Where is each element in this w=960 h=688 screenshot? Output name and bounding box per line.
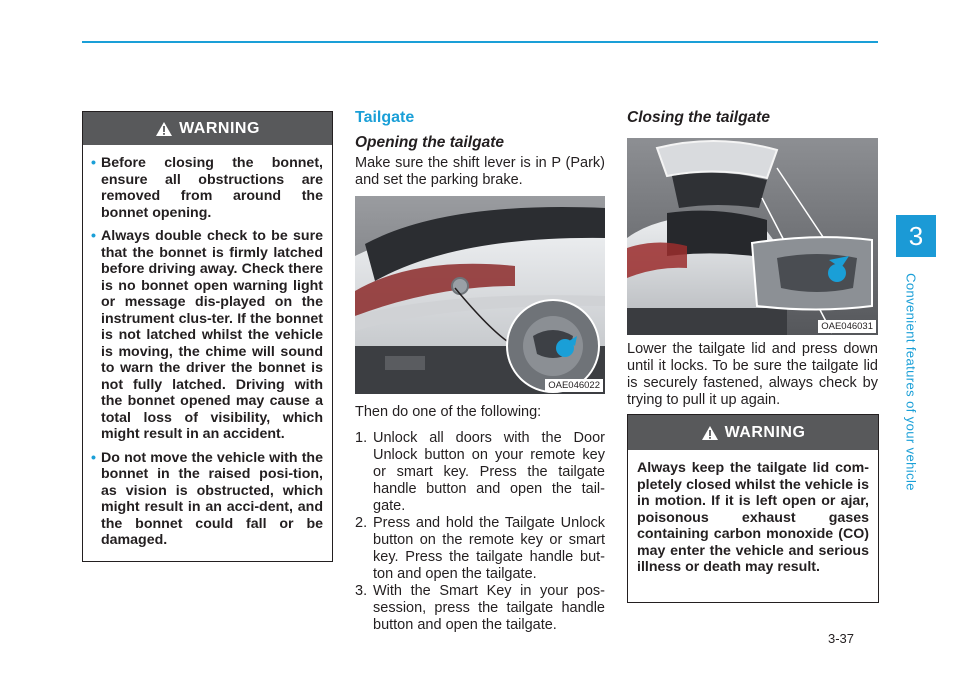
tailgate-warning-box bbox=[627, 414, 879, 603]
step-text: Press and hold the Tailgate Unlock button on the remote key or smart key. Press the tailgate handle but-ton and open the tailgate. bbox=[373, 515, 605, 582]
closing-subtitle: Closing the tailgate bbox=[627, 109, 770, 126]
warning-heading: WARNING bbox=[724, 423, 806, 441]
header-rule bbox=[82, 41, 878, 43]
step-number: 3. bbox=[355, 583, 368, 599]
warning-header bbox=[83, 112, 332, 145]
warning-list bbox=[83, 145, 332, 549]
warning-item: • Do not move the vehicle with the bonnet in the raised posi-tion, as vision is obstructed, which might result in an acci-dent, and the bonnet could fall or be damaged. bbox=[101, 450, 323, 549]
tailgate-closing-photo bbox=[627, 138, 878, 335]
closing-text: Lower the tailgate lid and press down until it locks. To be sure the tailgate lid is securely fastened, always check by trying to pull it up again. bbox=[627, 341, 878, 408]
section-title: Tailgate bbox=[355, 109, 415, 126]
chapter-title: Convenient features of your vehicle bbox=[903, 273, 919, 491]
step-item bbox=[355, 515, 605, 583]
warning-item: • Always double check to be sure that the bonnet is firmly latched before driving away. Check there is no bonnet open warning light or message dis-played on the instrument clus-ter. If the bonnet is not latched whilst the vehicle is moving, the chime will sound to warn the driver the bonnet is not fully latched. Driving with the bonnet opened may cause a total loss of visibility, which might result in an accident. bbox=[101, 228, 323, 443]
opening-steps bbox=[355, 430, 605, 634]
step-text: Unlock all doors with the Door Unlock button on your remote key or smart key. Press the tailgate handle button and open the tail-gate. bbox=[373, 430, 605, 514]
step-text: With the Smart Key in your pos-session, press the tailgate handle button and open the tailgate. bbox=[373, 583, 605, 633]
warning-item: • Before closing the bonnet, ensure all obstructions are removed from around the bonnet opening. bbox=[101, 155, 323, 221]
image-caption: OAE046031 bbox=[818, 320, 876, 333]
open-tailgate-illustration bbox=[627, 138, 878, 335]
chapter-number-tab: 3 bbox=[896, 215, 936, 257]
page-number: 3-37 bbox=[828, 631, 855, 646]
warning-text: Always keep the tailgate lid com-pletely closed whilst the vehicle is in motion. If it is left open or ajar, poisonous exhaust gases containing carbon monoxide (CO) may enter the vehicle and serious illness or death may result. bbox=[637, 460, 869, 575]
then-text: Then do one of the following: bbox=[355, 404, 542, 420]
tailgate-handle-photo bbox=[355, 196, 605, 394]
step-item bbox=[355, 583, 605, 634]
image-caption: OAE046022 bbox=[545, 379, 603, 392]
chapter-title-vertical bbox=[898, 268, 924, 496]
step-number: 1. bbox=[355, 430, 368, 446]
step-number: 2. bbox=[355, 515, 368, 531]
bonnet-warning-box bbox=[82, 111, 333, 562]
warning-triangle-icon bbox=[155, 121, 173, 137]
car-rear-illustration bbox=[355, 196, 605, 394]
step-item bbox=[355, 430, 605, 515]
warning-heading: WARNING bbox=[179, 119, 260, 137]
warning-header bbox=[628, 415, 878, 450]
opening-subtitle: Opening the tailgate bbox=[355, 134, 504, 151]
warning-triangle-icon bbox=[701, 425, 719, 441]
opening-intro: Make sure the shift lever is in P (Park) and set the parking brake. bbox=[355, 155, 605, 188]
